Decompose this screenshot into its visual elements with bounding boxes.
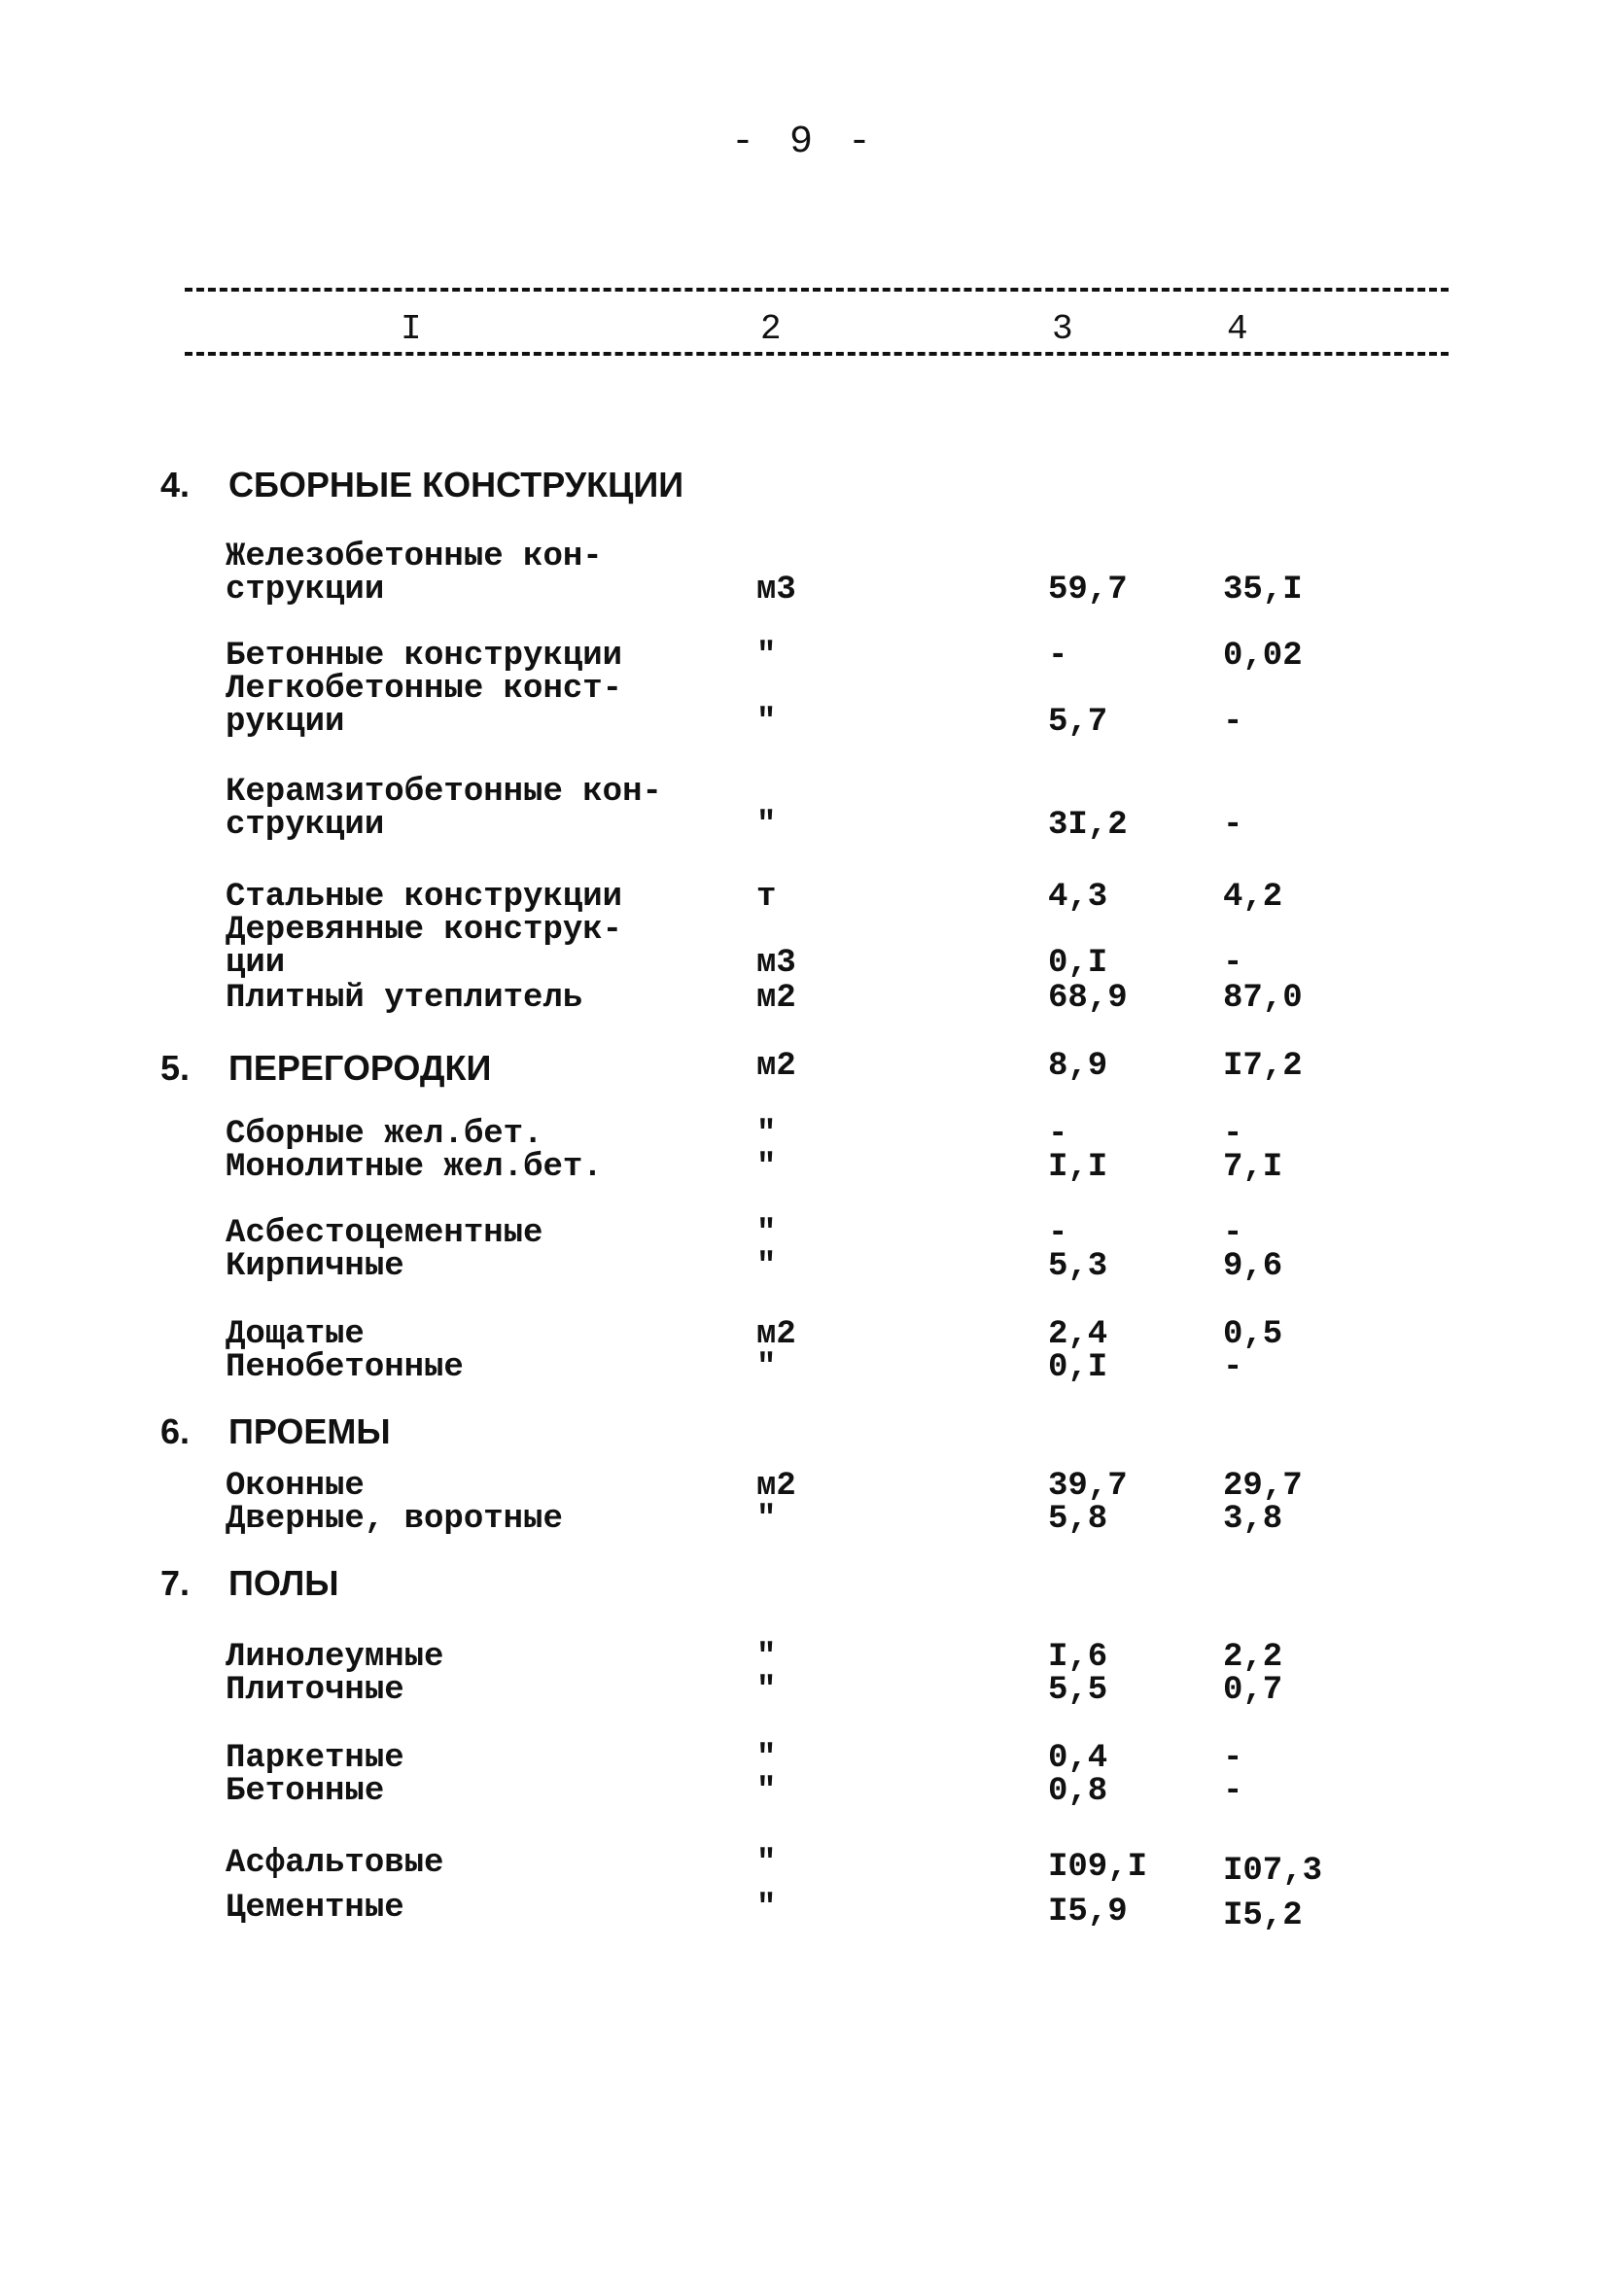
row-unit: " bbox=[756, 1890, 777, 1927]
row-value-3: 0,I bbox=[1048, 1349, 1108, 1386]
row-value-3: - bbox=[1048, 1215, 1068, 1252]
row-value-4: 87,0 bbox=[1223, 980, 1303, 1017]
row-name: Легкобетонные конст- рукции bbox=[226, 671, 623, 741]
row-name: Деревянные конструк- ции bbox=[226, 912, 623, 982]
row-value-4: 9,6 bbox=[1223, 1248, 1283, 1285]
row-unit: " bbox=[756, 1215, 777, 1252]
row-value-3: 5,7 bbox=[1048, 704, 1108, 741]
row-unit: " bbox=[756, 704, 777, 741]
column-header-3: 3 bbox=[1052, 309, 1073, 349]
row-name: Плитный утеплитель bbox=[226, 980, 583, 1017]
row-unit: м2 bbox=[756, 1468, 796, 1505]
row-name: Сборные жел.бет. bbox=[226, 1116, 543, 1153]
row-value-3: 5,5 bbox=[1048, 1672, 1108, 1709]
row-name: Пенобетонные bbox=[226, 1349, 464, 1386]
row-value-4: I07,3 bbox=[1223, 1853, 1323, 1890]
row-value-4: 0,5 bbox=[1223, 1316, 1283, 1353]
row-name: Железобетонные кон- струкции bbox=[226, 539, 603, 609]
row-value-4: 35,I bbox=[1223, 572, 1303, 609]
row-unit: м2 bbox=[756, 1316, 796, 1353]
row-unit: м2 bbox=[756, 980, 796, 1017]
section-title: ПЕРЕГОРОДКИ bbox=[228, 1048, 492, 1088]
row-value-4: - bbox=[1223, 1773, 1243, 1810]
section-number: 7. bbox=[160, 1563, 191, 1603]
row-name: Асбестоцементные bbox=[226, 1215, 543, 1252]
row-unit: " bbox=[756, 1116, 777, 1153]
row-name: Асфальтовые bbox=[226, 1845, 444, 1882]
row-unit: " bbox=[756, 1740, 777, 1777]
row-name: Дощатые bbox=[226, 1316, 365, 1353]
row-value-4: - bbox=[1223, 1349, 1243, 1386]
row-value-3: 5,8 bbox=[1048, 1501, 1108, 1538]
section-title: ПРОЕМЫ bbox=[228, 1411, 391, 1451]
row-name: Керамзитобетонные кон- струкции bbox=[226, 774, 662, 844]
section-number: 5. bbox=[160, 1048, 191, 1088]
row-value-4: 29,7 bbox=[1223, 1468, 1303, 1505]
row-value-4: - bbox=[1223, 807, 1243, 844]
row-unit: " bbox=[756, 1639, 777, 1676]
section-value-3: 8,9 bbox=[1048, 1048, 1108, 1085]
row-name: Линолеумные bbox=[226, 1639, 444, 1676]
row-unit: м3 bbox=[756, 572, 796, 609]
section-heading bbox=[160, 1411, 391, 1452]
row-unit: " bbox=[756, 638, 777, 675]
section-title: ПОЛЫ bbox=[228, 1563, 339, 1603]
row-value-3: I,6 bbox=[1048, 1639, 1108, 1676]
row-name: Бетонные конструкции bbox=[226, 638, 623, 675]
row-value-4: 0,02 bbox=[1223, 638, 1303, 675]
row-unit: " bbox=[756, 1349, 777, 1386]
header-rule-top bbox=[185, 288, 1449, 292]
row-value-4: - bbox=[1223, 1215, 1243, 1252]
section-unit: м2 bbox=[756, 1048, 796, 1085]
row-value-3: 5,3 bbox=[1048, 1248, 1108, 1285]
row-value-3: 68,9 bbox=[1048, 980, 1128, 1017]
row-value-4: 0,7 bbox=[1223, 1672, 1283, 1709]
row-value-4: I5,2 bbox=[1223, 1897, 1303, 1934]
section-heading bbox=[160, 465, 683, 505]
column-header-4: 4 bbox=[1227, 309, 1248, 349]
row-value-4: - bbox=[1223, 1116, 1243, 1153]
section-number: 6. bbox=[160, 1411, 191, 1451]
row-unit: " bbox=[756, 1773, 777, 1810]
row-value-3: I5,9 bbox=[1048, 1894, 1128, 1931]
row-value-3: 0,4 bbox=[1048, 1740, 1108, 1777]
row-value-3: I09,I bbox=[1048, 1849, 1148, 1886]
row-unit: м3 bbox=[756, 945, 796, 982]
row-value-4: 2,2 bbox=[1223, 1639, 1283, 1676]
page-number: - 9 - bbox=[730, 121, 878, 164]
row-unit: " bbox=[756, 1672, 777, 1709]
section-value-4: I7,2 bbox=[1223, 1048, 1303, 1085]
row-value-3: 2,4 bbox=[1048, 1316, 1108, 1353]
row-unit: " bbox=[756, 1845, 777, 1882]
section-heading bbox=[160, 1563, 338, 1604]
header-rule-bottom bbox=[185, 352, 1449, 356]
row-value-3: - bbox=[1048, 1116, 1068, 1153]
row-name: Оконные bbox=[226, 1468, 365, 1505]
row-unit: " bbox=[756, 1248, 777, 1285]
row-value-3: I,I bbox=[1048, 1149, 1108, 1186]
column-header-2: 2 bbox=[760, 309, 782, 349]
row-name: Паркетные bbox=[226, 1740, 404, 1777]
row-value-3: - bbox=[1048, 638, 1068, 675]
section-number: 4. bbox=[160, 465, 191, 504]
row-value-4: 4,2 bbox=[1223, 879, 1283, 916]
row-value-3: 3I,2 bbox=[1048, 807, 1128, 844]
row-value-3: 4,3 bbox=[1048, 879, 1108, 916]
section-title: СБОРНЫЕ КОНСТРУКЦИИ bbox=[228, 465, 684, 504]
row-value-4: - bbox=[1223, 1740, 1243, 1777]
section-heading bbox=[160, 1048, 491, 1089]
row-name: Бетонные bbox=[226, 1773, 385, 1810]
row-name: Стальные конструкции bbox=[226, 879, 623, 916]
row-unit: " bbox=[756, 1501, 777, 1538]
row-unit: т bbox=[756, 879, 777, 916]
row-value-4: 3,8 bbox=[1223, 1501, 1283, 1538]
column-header-1: I bbox=[401, 309, 422, 349]
row-name: Плиточные bbox=[226, 1672, 404, 1709]
row-name: Монолитные жел.бет. bbox=[226, 1149, 603, 1186]
row-value-3: 39,7 bbox=[1048, 1468, 1128, 1505]
row-name: Кирпичные bbox=[226, 1248, 404, 1285]
row-unit: " bbox=[756, 807, 777, 844]
row-value-3: 0,I bbox=[1048, 945, 1108, 982]
row-value-4: 7,I bbox=[1223, 1149, 1283, 1186]
row-value-4: - bbox=[1223, 704, 1243, 741]
row-value-3: 59,7 bbox=[1048, 572, 1128, 609]
row-unit: " bbox=[756, 1149, 777, 1186]
row-name: Цементные bbox=[226, 1890, 404, 1927]
row-value-3: 0,8 bbox=[1048, 1773, 1108, 1810]
row-name: Дверные, воротные bbox=[226, 1501, 563, 1538]
row-value-4: - bbox=[1223, 945, 1243, 982]
